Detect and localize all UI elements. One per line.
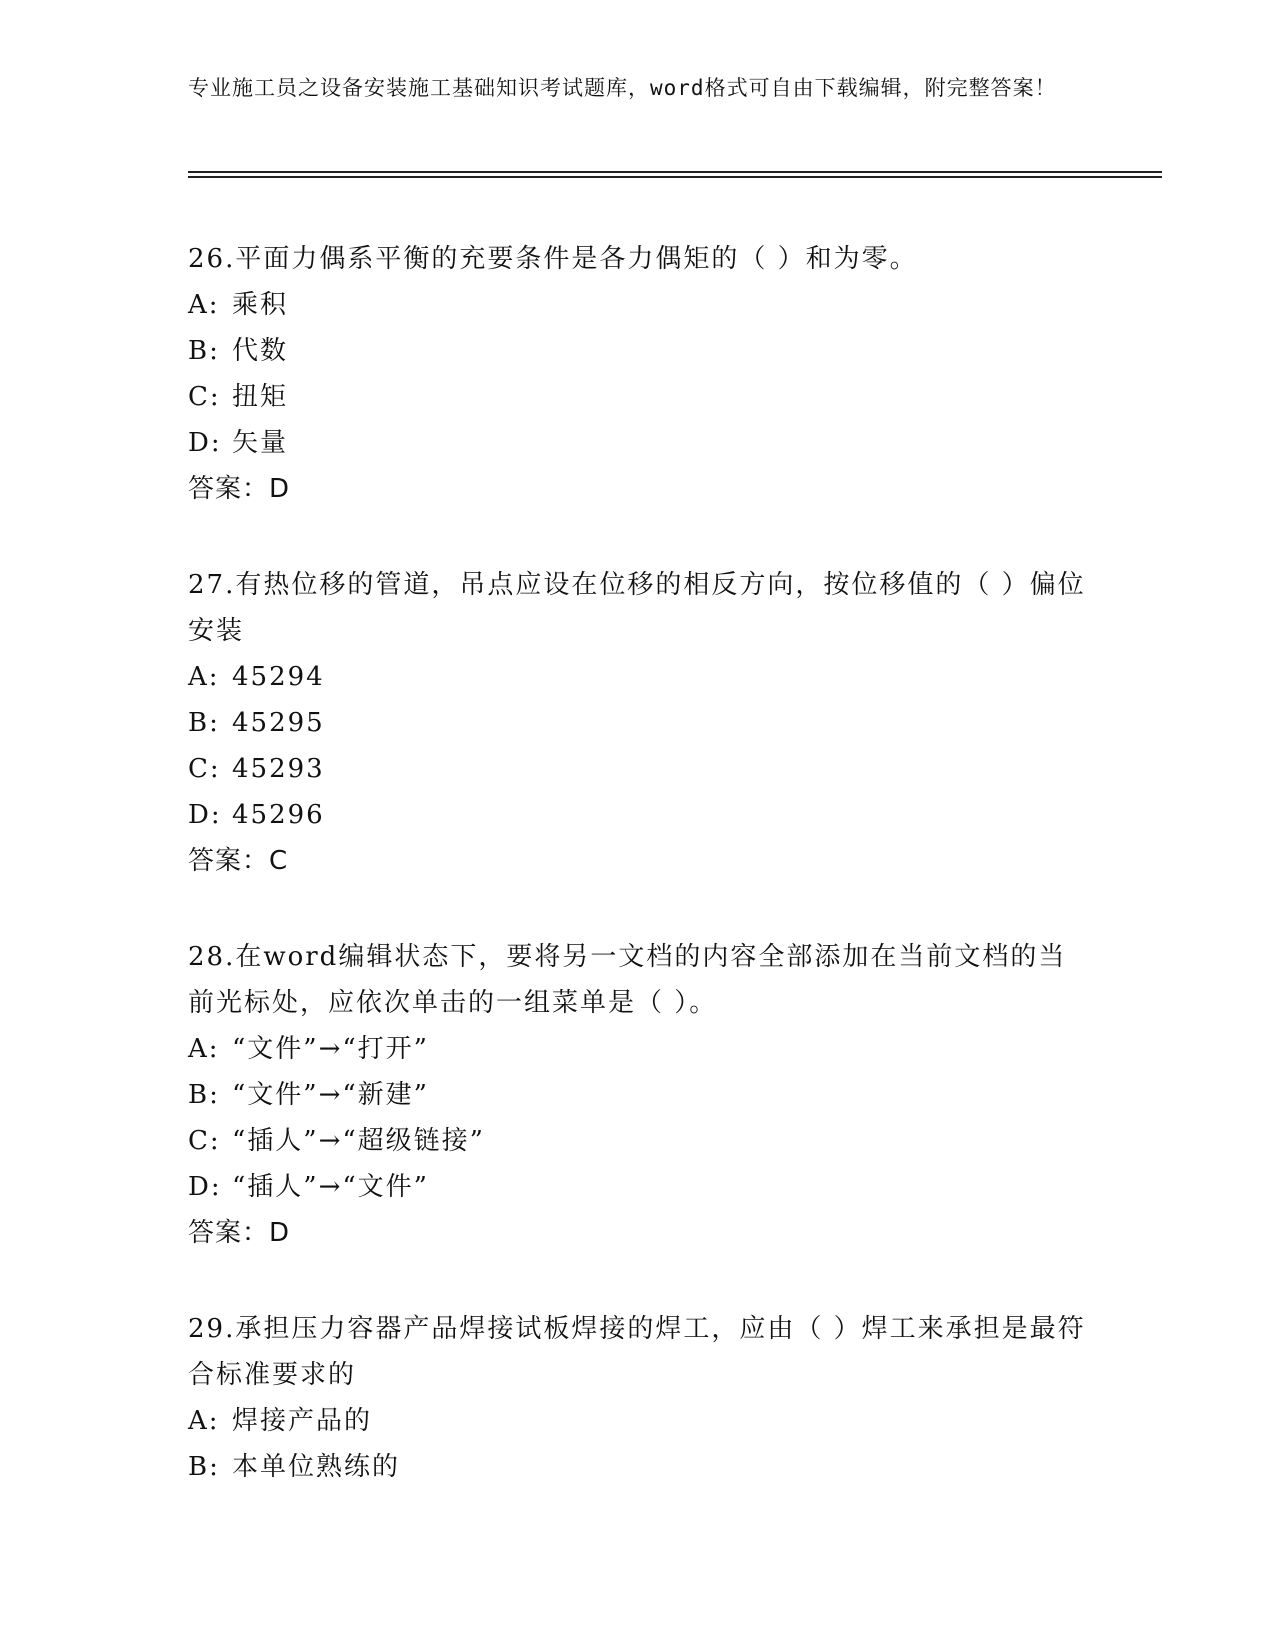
option-c — [188, 746, 1088, 792]
option-text: 代数 — [232, 336, 289, 366]
option-label: B: — [188, 708, 220, 738]
option-text: “文件”→“打开” — [232, 1034, 429, 1064]
option-text: 45293 — [232, 754, 325, 784]
option-label: A: — [188, 290, 220, 320]
option-text: “插人”→“超级链接” — [232, 1126, 485, 1156]
question-list — [188, 236, 1088, 1540]
option-text: 乘积 — [232, 290, 289, 320]
option-label: B: — [188, 1452, 220, 1482]
option-d — [188, 792, 1088, 838]
option-d — [188, 1164, 1088, 1210]
option-label: D: — [188, 1172, 222, 1202]
option-text: 焊接产品的 — [232, 1406, 373, 1436]
option-a — [188, 282, 1088, 328]
option-label: D: — [188, 428, 222, 458]
option-label: B: — [188, 1080, 220, 1110]
option-text: “插人”→“文件” — [232, 1172, 429, 1202]
answer-line: 答案：D — [188, 1218, 291, 1248]
option-a — [188, 654, 1088, 700]
option-b — [188, 328, 1088, 374]
option-b — [188, 700, 1088, 746]
option-label: C: — [188, 754, 221, 784]
option-label: C: — [188, 382, 221, 412]
header-rule-bottom — [188, 176, 1162, 178]
option-b — [188, 1444, 1088, 1490]
option-text: 矢量 — [232, 428, 289, 458]
option-label: B: — [188, 336, 220, 366]
option-label: C: — [188, 1126, 221, 1156]
option-text: 本单位熟练的 — [232, 1452, 401, 1482]
question-stem: 29.承担压力容器产品焊接试板焊接的焊工，应由（ ）焊工来承担是最符合标准要求的 — [188, 1314, 1086, 1390]
option-text: 45294 — [232, 662, 325, 692]
question-stem: 28.在word编辑状态下，要将另一文档的内容全部添加在当前文档的当前光标处，应依次单击的一组菜单是（ ）。 — [188, 942, 1067, 1018]
option-a — [188, 1398, 1088, 1444]
option-text: “文件”→“新建” — [232, 1080, 429, 1110]
option-d — [188, 420, 1088, 466]
option-a — [188, 1026, 1088, 1072]
option-c — [188, 374, 1088, 420]
option-label: A: — [188, 1406, 220, 1436]
answer-line: 答案：D — [188, 474, 291, 504]
question-stem: 27.有热位移的管道，吊点应设在位移的相反方向，按位移值的（ ）偏位安装 — [188, 570, 1086, 646]
option-label: D: — [188, 800, 222, 830]
question-28 — [188, 934, 1088, 1256]
question-26 — [188, 236, 1088, 512]
option-text: 45295 — [232, 708, 325, 738]
question-27 — [188, 562, 1088, 884]
question-stem: 26.平面力偶系平衡的充要条件是各力偶矩的（ ）和为零。 — [188, 244, 918, 274]
option-text: 扭矩 — [232, 382, 289, 412]
option-label: A: — [188, 662, 220, 692]
option-label: A: — [188, 1034, 220, 1064]
option-text: 45296 — [232, 800, 325, 830]
answer-line: 答案：C — [188, 846, 289, 876]
option-c — [188, 1118, 1088, 1164]
document-header: 专业施工员之设备安装施工基础知识考试题库，word格式可自由下载编辑，附完整答案！ — [188, 76, 1057, 100]
question-29 — [188, 1306, 1088, 1490]
option-b — [188, 1072, 1088, 1118]
header-rule-top — [188, 171, 1162, 173]
